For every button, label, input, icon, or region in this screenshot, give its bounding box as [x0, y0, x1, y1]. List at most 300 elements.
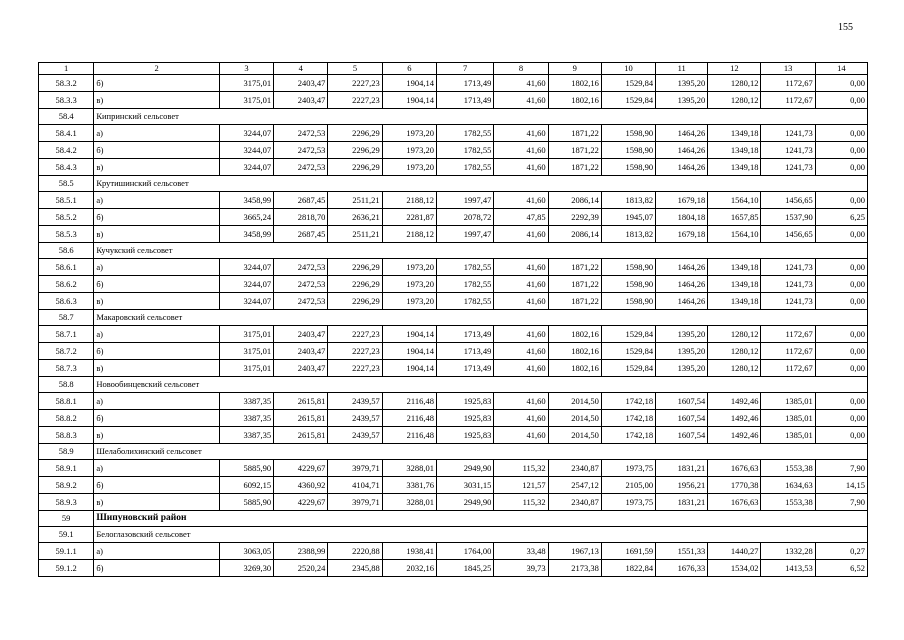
value-cell: 1280,12 [708, 75, 761, 92]
value-cell: 1713,49 [436, 326, 493, 343]
value-cell: 2014,50 [548, 393, 601, 410]
table-row [39, 393, 868, 410]
value-cell: 3269,30 [219, 560, 273, 577]
value-cell: 0,00 [815, 142, 867, 159]
value-cell: 115,32 [494, 460, 548, 477]
value-cell: 1464,26 [656, 159, 708, 176]
row-option-label: в) [94, 494, 220, 511]
value-cell: 1551,33 [656, 543, 708, 560]
value-cell: 1529,84 [601, 360, 655, 377]
value-cell: 1973,20 [382, 125, 436, 142]
value-cell: 2403,47 [274, 75, 328, 92]
column-number-cell: 14 [815, 63, 867, 75]
value-cell: 2227,23 [328, 360, 382, 377]
value-cell: 1385,01 [761, 393, 815, 410]
value-cell: 1713,49 [436, 75, 493, 92]
table-row [39, 410, 868, 427]
value-cell: 1280,12 [708, 360, 761, 377]
value-cell: 2687,45 [274, 226, 328, 243]
table-row [39, 477, 868, 494]
value-cell: 2340,87 [548, 494, 601, 511]
value-cell: 2086,14 [548, 192, 601, 209]
page-number: 155 [838, 22, 853, 33]
value-cell: 1871,22 [548, 125, 601, 142]
value-cell: 2296,29 [328, 293, 382, 310]
value-cell: 2227,23 [328, 92, 382, 109]
value-cell: 1782,55 [436, 293, 493, 310]
value-cell: 1956,21 [656, 477, 708, 494]
row-code: 58.5.3 [39, 226, 94, 243]
value-cell: 2388,99 [274, 543, 328, 560]
value-cell: 1997,47 [436, 226, 493, 243]
value-cell: 1607,54 [656, 393, 708, 410]
table-row [39, 92, 868, 109]
row-code: 58.8.1 [39, 393, 94, 410]
row-option-label: в) [94, 427, 220, 444]
value-cell: 3175,01 [219, 343, 273, 360]
value-cell: 1464,26 [656, 259, 708, 276]
value-cell: 2296,29 [328, 159, 382, 176]
table-row [39, 326, 868, 343]
value-cell: 1802,16 [548, 360, 601, 377]
value-cell: 1967,13 [548, 543, 601, 560]
value-cell: 2296,29 [328, 276, 382, 293]
value-cell: 115,32 [494, 494, 548, 511]
value-cell: 2472,53 [274, 125, 328, 142]
row-code: 58.6.1 [39, 259, 94, 276]
value-cell: 1172,67 [761, 326, 815, 343]
value-cell: 1945,07 [601, 209, 655, 226]
value-cell: 1802,16 [548, 92, 601, 109]
value-cell: 2032,16 [382, 560, 436, 577]
row-code: 58.8.2 [39, 410, 94, 427]
value-cell: 3665,24 [219, 209, 273, 226]
row-code: 59.1.1 [39, 543, 94, 560]
value-cell: 4360,92 [274, 477, 328, 494]
section-title: Кучукский сельсовет [94, 243, 868, 259]
value-cell: 1598,90 [601, 259, 655, 276]
row-option-label: а) [94, 326, 220, 343]
value-cell: 1713,49 [436, 92, 493, 109]
value-cell: 1925,83 [436, 393, 493, 410]
value-cell: 1871,22 [548, 259, 601, 276]
row-option-label: б) [94, 75, 220, 92]
value-cell: 6092,15 [219, 477, 273, 494]
value-cell: 1349,18 [708, 142, 761, 159]
section-header-row [39, 444, 868, 460]
value-cell: 3175,01 [219, 75, 273, 92]
value-cell: 3288,01 [382, 494, 436, 511]
column-number-cell: 1 [39, 63, 94, 75]
table-row [39, 125, 868, 142]
value-cell: 1813,82 [601, 192, 655, 209]
row-code: 58.6.3 [39, 293, 94, 310]
value-cell: 2615,81 [274, 427, 328, 444]
section-title: Кипринский сельсовет [94, 109, 868, 125]
row-option-label: б) [94, 477, 220, 494]
column-number-cell: 4 [274, 63, 328, 75]
value-cell: 1464,26 [656, 276, 708, 293]
value-cell: 1770,38 [708, 477, 761, 494]
row-code: 58.7.1 [39, 326, 94, 343]
value-cell: 41,60 [494, 326, 548, 343]
value-cell: 0,00 [815, 75, 867, 92]
column-number-cell: 10 [601, 63, 655, 75]
value-cell: 3031,15 [436, 477, 493, 494]
value-cell: 1529,84 [601, 92, 655, 109]
value-cell: 6,25 [815, 209, 867, 226]
column-number-cell: 12 [708, 63, 761, 75]
table-row [39, 427, 868, 444]
row-code: 58.7.2 [39, 343, 94, 360]
value-cell: 1782,55 [436, 159, 493, 176]
value-cell: 1241,73 [761, 142, 815, 159]
value-cell: 1349,18 [708, 259, 761, 276]
value-cell: 1691,59 [601, 543, 655, 560]
value-cell: 1782,55 [436, 259, 493, 276]
value-cell: 2403,47 [274, 326, 328, 343]
value-cell: 1440,27 [708, 543, 761, 560]
column-number-cell: 9 [548, 63, 601, 75]
value-cell: 1607,54 [656, 410, 708, 427]
value-cell: 41,60 [494, 75, 548, 92]
value-cell: 1241,73 [761, 259, 815, 276]
value-cell: 2403,47 [274, 360, 328, 377]
value-cell: 1657,85 [708, 209, 761, 226]
value-cell: 1241,73 [761, 125, 815, 142]
value-cell: 4229,67 [274, 494, 328, 511]
value-cell: 2345,88 [328, 560, 382, 577]
value-cell: 1831,21 [656, 494, 708, 511]
value-cell: 3288,01 [382, 460, 436, 477]
value-cell: 1598,90 [601, 142, 655, 159]
value-cell: 7,90 [815, 494, 867, 511]
row-code: 58.3.2 [39, 75, 94, 92]
value-cell: 2188,12 [382, 192, 436, 209]
value-cell: 1713,49 [436, 360, 493, 377]
value-cell: 2439,57 [328, 393, 382, 410]
table-row [39, 75, 868, 92]
value-cell: 2520,24 [274, 560, 328, 577]
value-cell: 1782,55 [436, 276, 493, 293]
value-cell: 2403,47 [274, 92, 328, 109]
row-option-label: в) [94, 293, 220, 310]
value-cell: 1241,73 [761, 159, 815, 176]
value-cell: 2472,53 [274, 259, 328, 276]
value-cell: 3175,01 [219, 92, 273, 109]
value-cell: 1904,14 [382, 92, 436, 109]
column-number-cell: 2 [94, 63, 220, 75]
value-cell: 1871,22 [548, 276, 601, 293]
table-row [39, 142, 868, 159]
value-cell: 1997,47 [436, 192, 493, 209]
value-cell: 1845,25 [436, 560, 493, 577]
value-cell: 1395,20 [656, 360, 708, 377]
value-cell: 2227,23 [328, 75, 382, 92]
value-cell: 2188,12 [382, 226, 436, 243]
value-cell: 47,85 [494, 209, 548, 226]
value-cell: 0,00 [815, 343, 867, 360]
row-code: 59 [39, 511, 94, 527]
value-cell: 1564,10 [708, 192, 761, 209]
column-number-cell: 13 [761, 63, 815, 75]
value-cell: 5885,90 [219, 460, 273, 477]
row-option-label: а) [94, 192, 220, 209]
value-cell: 1822,84 [601, 560, 655, 577]
value-cell: 41,60 [494, 92, 548, 109]
table-row [39, 192, 868, 209]
column-number-cell: 8 [494, 63, 548, 75]
value-cell: 1413,53 [761, 560, 815, 577]
row-code: 58.9.3 [39, 494, 94, 511]
table-row [39, 159, 868, 176]
value-cell: 1973,20 [382, 293, 436, 310]
section-title: Шелаболихинский сельсовет [94, 444, 868, 460]
value-cell: 2615,81 [274, 393, 328, 410]
value-cell: 2086,14 [548, 226, 601, 243]
value-cell: 41,60 [494, 226, 548, 243]
value-cell: 2949,90 [436, 494, 493, 511]
value-cell: 0,00 [815, 92, 867, 109]
value-cell: 41,60 [494, 360, 548, 377]
value-cell: 1280,12 [708, 343, 761, 360]
value-cell: 1742,18 [601, 393, 655, 410]
value-cell: 0,00 [815, 125, 867, 142]
value-cell: 1241,73 [761, 276, 815, 293]
row-code: 58.9 [39, 444, 94, 460]
value-cell: 1676,63 [708, 494, 761, 511]
value-cell: 3244,07 [219, 259, 273, 276]
section-header-row [39, 310, 868, 326]
section-header-row [39, 527, 868, 543]
value-cell: 2472,53 [274, 276, 328, 293]
value-cell: 1464,26 [656, 125, 708, 142]
value-cell: 0,00 [815, 393, 867, 410]
column-number-cell: 5 [328, 63, 382, 75]
row-option-label: б) [94, 343, 220, 360]
value-cell: 1598,90 [601, 276, 655, 293]
value-cell: 1492,46 [708, 393, 761, 410]
value-cell: 2105,00 [601, 477, 655, 494]
tariff-table [38, 62, 868, 577]
value-cell: 1742,18 [601, 427, 655, 444]
value-cell: 1904,14 [382, 360, 436, 377]
value-cell: 1764,00 [436, 543, 493, 560]
value-cell: 1395,20 [656, 92, 708, 109]
district-title: Шипуновский район [94, 511, 868, 527]
value-cell: 41,60 [494, 427, 548, 444]
row-code: 59.1 [39, 527, 94, 543]
value-cell: 1395,20 [656, 75, 708, 92]
value-cell: 2292,39 [548, 209, 601, 226]
value-cell: 0,00 [815, 226, 867, 243]
value-cell: 3381,76 [382, 477, 436, 494]
row-code: 58.5 [39, 176, 94, 192]
row-option-label: в) [94, 360, 220, 377]
value-cell: 2014,50 [548, 410, 601, 427]
value-cell: 1813,82 [601, 226, 655, 243]
row-option-label: б) [94, 209, 220, 226]
value-cell: 3387,35 [219, 427, 273, 444]
value-cell: 5885,90 [219, 494, 273, 511]
table-row [39, 560, 868, 577]
value-cell: 1349,18 [708, 159, 761, 176]
value-cell: 3387,35 [219, 410, 273, 427]
value-cell: 39,73 [494, 560, 548, 577]
value-cell: 3244,07 [219, 276, 273, 293]
value-cell: 1598,90 [601, 293, 655, 310]
value-cell: 2296,29 [328, 142, 382, 159]
value-cell: 1679,18 [656, 226, 708, 243]
value-cell: 3175,01 [219, 360, 273, 377]
value-cell: 1395,20 [656, 326, 708, 343]
value-cell: 1529,84 [601, 326, 655, 343]
value-cell: 1564,10 [708, 226, 761, 243]
row-code: 58.8.3 [39, 427, 94, 444]
row-option-label: б) [94, 560, 220, 577]
value-cell: 1385,01 [761, 410, 815, 427]
value-cell: 2636,21 [328, 209, 382, 226]
row-code: 58.6.2 [39, 276, 94, 293]
value-cell: 1172,67 [761, 360, 815, 377]
column-number-cell: 6 [382, 63, 436, 75]
table-row [39, 543, 868, 560]
value-cell: 1871,22 [548, 293, 601, 310]
value-cell: 41,60 [494, 293, 548, 310]
value-cell: 1492,46 [708, 427, 761, 444]
value-cell: 41,60 [494, 142, 548, 159]
section-title: Новообинцевский сельсовет [94, 377, 868, 393]
value-cell: 3244,07 [219, 293, 273, 310]
row-option-label: а) [94, 460, 220, 477]
value-cell: 2078,72 [436, 209, 493, 226]
value-cell: 1973,20 [382, 142, 436, 159]
column-number-cell: 3 [219, 63, 273, 75]
value-cell: 1456,65 [761, 192, 815, 209]
value-cell: 1973,20 [382, 159, 436, 176]
section-title: Крутишинский сельсовет [94, 176, 868, 192]
value-cell: 2439,57 [328, 410, 382, 427]
value-cell: 1831,21 [656, 460, 708, 477]
value-cell: 2173,38 [548, 560, 601, 577]
value-cell: 1349,18 [708, 276, 761, 293]
table-row [39, 494, 868, 511]
row-code: 58.4.3 [39, 159, 94, 176]
value-cell: 0,00 [815, 410, 867, 427]
row-code: 58.7 [39, 310, 94, 326]
value-cell: 2296,29 [328, 259, 382, 276]
value-cell: 2472,53 [274, 293, 328, 310]
row-code: 58.6 [39, 243, 94, 259]
value-cell: 1534,02 [708, 560, 761, 577]
row-option-label: а) [94, 259, 220, 276]
value-cell: 1385,01 [761, 427, 815, 444]
value-cell: 1529,84 [601, 343, 655, 360]
row-code: 58.7.3 [39, 360, 94, 377]
value-cell: 14,15 [815, 477, 867, 494]
value-cell: 1782,55 [436, 142, 493, 159]
value-cell: 2281,87 [382, 209, 436, 226]
value-cell: 2511,21 [328, 192, 382, 209]
row-option-label: а) [94, 125, 220, 142]
value-cell: 2220,88 [328, 543, 382, 560]
value-cell: 2439,57 [328, 427, 382, 444]
value-cell: 1679,18 [656, 192, 708, 209]
value-cell: 1241,73 [761, 293, 815, 310]
value-cell: 1553,38 [761, 460, 815, 477]
value-cell: 4104,71 [328, 477, 382, 494]
value-cell: 41,60 [494, 259, 548, 276]
value-cell: 3458,99 [219, 226, 273, 243]
table-row [39, 259, 868, 276]
value-cell: 2687,45 [274, 192, 328, 209]
row-code: 58.4 [39, 109, 94, 125]
value-cell: 3387,35 [219, 393, 273, 410]
column-number-cell: 7 [436, 63, 493, 75]
section-header-row [39, 377, 868, 393]
value-cell: 0,00 [815, 326, 867, 343]
column-number-row [39, 63, 868, 75]
table-row [39, 209, 868, 226]
value-cell: 2116,48 [382, 393, 436, 410]
value-cell: 3244,07 [219, 142, 273, 159]
value-cell: 0,27 [815, 543, 867, 560]
value-cell: 3244,07 [219, 125, 273, 142]
row-option-label: а) [94, 543, 220, 560]
row-code: 58.5.1 [39, 192, 94, 209]
value-cell: 1607,54 [656, 427, 708, 444]
value-cell: 3244,07 [219, 159, 273, 176]
value-cell: 2014,50 [548, 427, 601, 444]
value-cell: 1925,83 [436, 427, 493, 444]
value-cell: 2472,53 [274, 142, 328, 159]
table-row [39, 226, 868, 243]
value-cell: 3063,05 [219, 543, 273, 560]
value-cell: 3458,99 [219, 192, 273, 209]
section-header-row [39, 176, 868, 192]
value-cell: 1802,16 [548, 326, 601, 343]
value-cell: 1634,63 [761, 477, 815, 494]
value-cell: 41,60 [494, 393, 548, 410]
value-cell: 41,60 [494, 410, 548, 427]
row-code: 58.9.1 [39, 460, 94, 477]
table-row [39, 293, 868, 310]
value-cell: 1782,55 [436, 125, 493, 142]
value-cell: 33,48 [494, 543, 548, 560]
value-cell: 1172,67 [761, 75, 815, 92]
row-option-label: а) [94, 393, 220, 410]
value-cell: 2116,48 [382, 427, 436, 444]
row-option-label: б) [94, 276, 220, 293]
section-header-row [39, 243, 868, 259]
table-row [39, 460, 868, 477]
value-cell: 1598,90 [601, 159, 655, 176]
row-code: 58.3.3 [39, 92, 94, 109]
value-cell: 1925,83 [436, 410, 493, 427]
value-cell: 1395,20 [656, 343, 708, 360]
section-header-row [39, 109, 868, 125]
value-cell: 3979,71 [328, 460, 382, 477]
value-cell: 1349,18 [708, 293, 761, 310]
value-cell: 0,00 [815, 276, 867, 293]
value-cell: 0,00 [815, 427, 867, 444]
value-cell: 0,00 [815, 192, 867, 209]
value-cell: 1904,14 [382, 75, 436, 92]
value-cell: 3175,01 [219, 326, 273, 343]
value-cell: 1742,18 [601, 410, 655, 427]
row-option-label: в) [94, 92, 220, 109]
row-code: 58.8 [39, 377, 94, 393]
